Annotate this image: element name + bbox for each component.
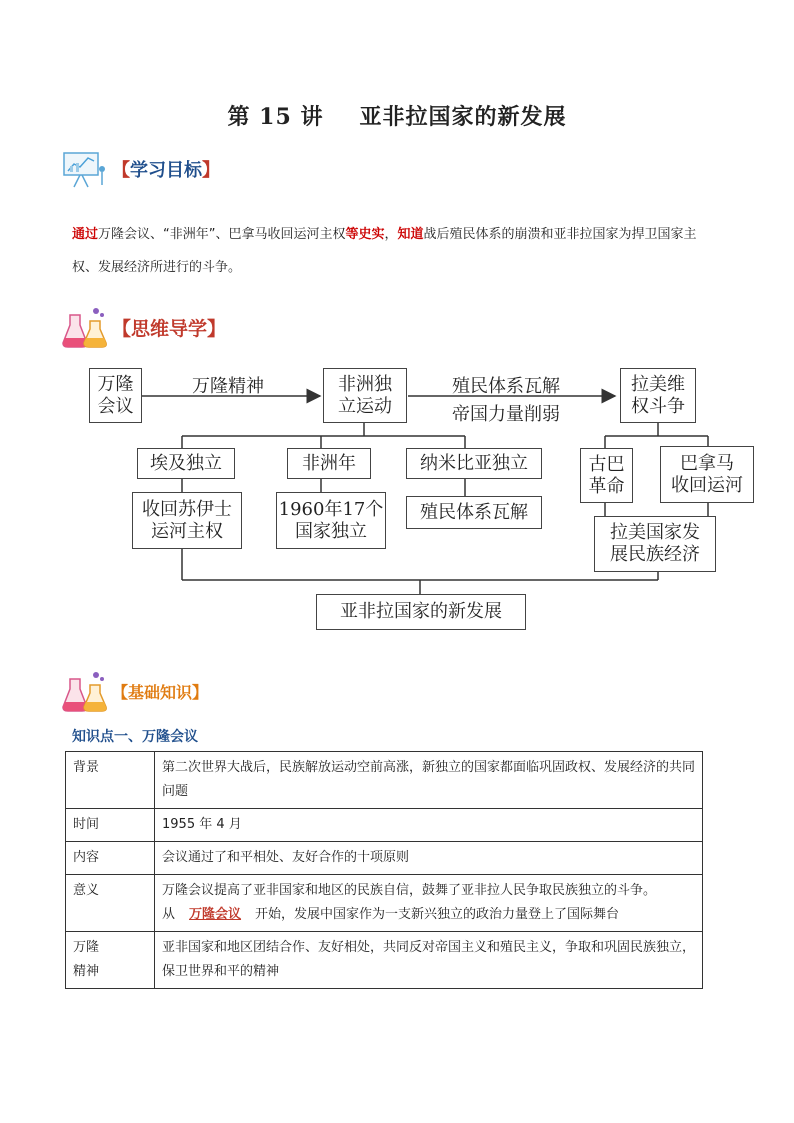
- node-latam-economy: 拉美国家发 展民族经济: [594, 516, 716, 572]
- table-row: [66, 809, 703, 842]
- edge-label-bandung-spirit: 万隆精神: [192, 376, 264, 397]
- node-final-development: 亚非拉国家的新发展: [316, 594, 526, 630]
- section-basics-title: 基础知识: [128, 682, 193, 702]
- row-value-content: 会议通过了和平相处、友好合作的十项原则: [155, 842, 703, 875]
- row-key-significance: 意义: [66, 875, 155, 932]
- row-value-significance: 万隆会议提高了亚非国家和地区的民族自信，鼓舞了亚非拉人民争取民族独立的斗争。 从 万隆会议 开始，发展中国家作为一支新兴独立的政治力量登上了国际舞台: [155, 875, 703, 932]
- learning-goal-text: 通过万隆会议、“非洲年”、巴拿马收回运河主权等史实，知道战后殖民体系的崩溃和亚非拉国家为捍卫国家主权、发展经济所进行的斗争。: [72, 227, 697, 275]
- row-value-time: 1955 年 4 月: [155, 809, 703, 842]
- presentation-board-icon: [60, 147, 108, 191]
- table-row: [66, 875, 703, 932]
- knowledge-point-title: 知识点一、万隆会议: [72, 729, 198, 745]
- node-panama-canal: 巴拿马 收回运河: [660, 446, 754, 503]
- row-key-time: 时间: [66, 809, 155, 842]
- section-objectives-header: 【学习目标】: [60, 146, 220, 192]
- row-key-background: 背景: [66, 752, 155, 809]
- section-mindmap-header: 【思维导学】: [60, 304, 226, 350]
- row-key-spirit: 万隆 精神: [66, 932, 155, 989]
- node-latam-struggle: 拉美维 权斗争: [620, 368, 696, 423]
- lab-flask-icon: [60, 669, 108, 713]
- table-row: [66, 752, 703, 809]
- node-africa-year: 非洲年: [287, 448, 371, 479]
- lab-flask-icon: [60, 305, 108, 349]
- row-key-content: 内容: [66, 842, 155, 875]
- table-row: [66, 932, 703, 989]
- fill-in-blank-answer: 万隆会议: [189, 907, 242, 922]
- edge-label-colonial-collapse: 殖民体系瓦解: [452, 376, 560, 397]
- row-value-spirit: 亚非国家和地区团结合作、友好相处，共同反对帝国主义和殖民主义，争取和巩固民族独立，保卫世界和平的精神: [155, 932, 703, 989]
- section-basics-header: 【基础知识】: [60, 668, 208, 714]
- node-1960-independence: 1960年17个 国家独立: [276, 492, 386, 549]
- page-title: [0, 100, 794, 131]
- table-row: [66, 842, 703, 875]
- node-namibia-independence: 纳米比亚独立: [406, 448, 542, 479]
- node-bandung-conference: 万隆 会议: [89, 368, 142, 423]
- node-africa-independence: 非洲独 立运动: [323, 368, 407, 423]
- node-egypt-independence: 埃及独立: [137, 448, 235, 479]
- node-colonial-collapse: 殖民体系瓦解: [406, 496, 542, 529]
- row-value-background: 第二次世界大战后，民族解放运动空前高涨，新独立的国家都面临巩固政权、发展经济的共同问题: [155, 752, 703, 809]
- section-objectives-title: 学习目标: [130, 160, 202, 181]
- lesson-number: 第 15 讲: [227, 104, 324, 130]
- node-cuba-revolution: 古巴 革命: [580, 448, 633, 503]
- node-suez-canal: 收回苏伊士 运河主权: [132, 492, 242, 549]
- bandung-knowledge-table: [65, 751, 703, 989]
- lesson-name: 亚非拉国家的新发展: [359, 104, 567, 130]
- edge-label-imperial-weaken: 帝国力量削弱: [452, 404, 560, 425]
- mind-map: [80, 358, 760, 638]
